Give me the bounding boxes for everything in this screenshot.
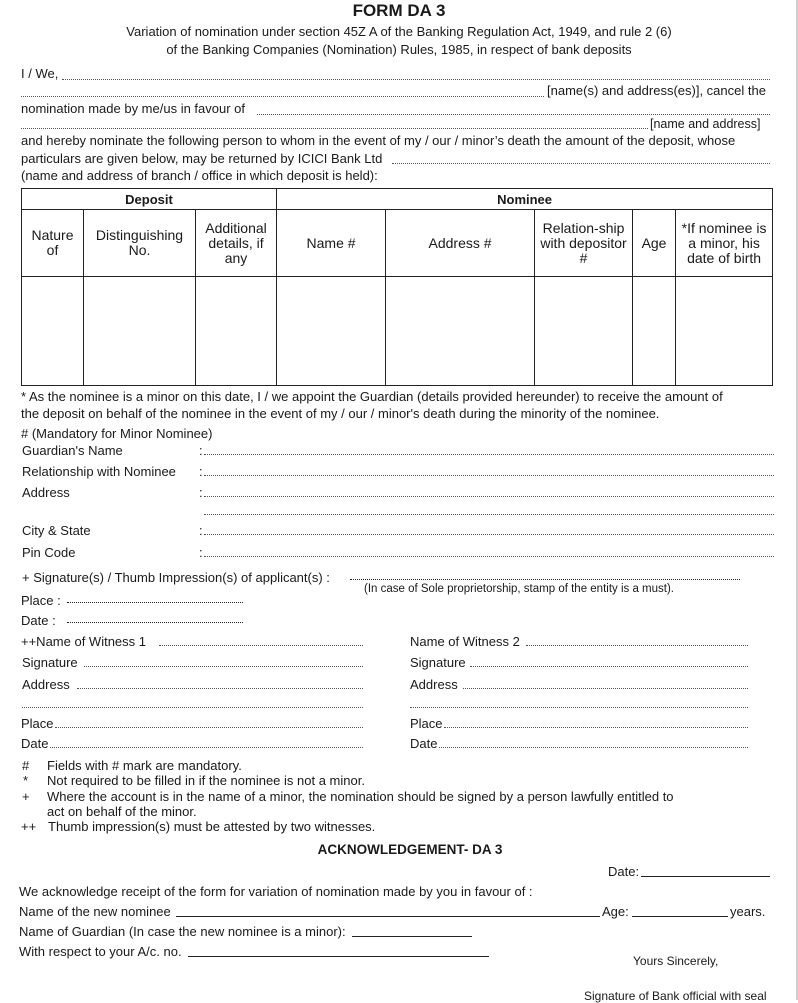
guardian-relationship-field[interactable] <box>204 475 774 476</box>
minor-note-line1: * As the nominee is a minor on this date, I / we appoint the Guardian (details provided hereunder) to receive the amount of <box>21 389 723 404</box>
witness1-place-field[interactable] <box>55 727 363 728</box>
footnote-mark: * <box>23 773 29 788</box>
new-nominee-label: Name of the new nominee <box>19 904 171 919</box>
guardian-pin-label: Pin Code <box>22 545 76 560</box>
footnote-text: Where the account is in the name of a minor, the nomination should be signed by a person lawfully entitled to <box>47 789 674 804</box>
ack-date-field[interactable] <box>641 876 770 877</box>
ack-receipt-line: We acknowledge receipt of the form for variation of nomination made by you in favour of : <box>19 884 533 899</box>
nomination-table <box>21 188 773 386</box>
yours-sincerely: Yours Sincerely, <box>633 954 719 968</box>
i-we-label: I / We, <box>21 66 59 81</box>
witness1-signature-label: Signature <box>22 655 78 670</box>
footnote-mark: ++ <box>21 819 37 834</box>
cell-distinguishing-no[interactable] <box>84 277 196 386</box>
guardian-address-label: Address <box>22 485 70 500</box>
applicant-signature-field[interactable] <box>350 579 740 580</box>
nominee-group-header: Nominee <box>277 189 773 210</box>
witness1-address-label: Address <box>22 677 70 692</box>
col-age: Age <box>633 210 676 277</box>
witness1-address-field-2[interactable] <box>22 707 363 708</box>
ack-guardian-label: Name of Guardian (In case the new nominee is a minor): <box>19 924 346 939</box>
footnote-text: Thumb impression(s) must be attested by two witnesses. <box>48 819 376 834</box>
mandatory-note: # (Mandatory for Minor Nominee) <box>21 426 213 441</box>
guardian-city-field[interactable] <box>204 534 774 535</box>
cell-additional-details[interactable] <box>196 277 277 386</box>
applicant-signature-label: + Signature(s) / Thumb Impression(s) of applicant(s) : <box>22 570 330 585</box>
new-nominee-field[interactable] <box>176 916 600 917</box>
witness2-date-label: Date <box>410 736 438 751</box>
witness2-place-label: Place <box>410 716 443 731</box>
cell-name[interactable] <box>277 277 386 386</box>
col-additional-details: Additional details, if any <box>196 210 277 277</box>
colon: : <box>199 443 203 458</box>
nomination-made-label: nomination made by me/us in favour of <box>21 101 246 116</box>
cell-nature[interactable] <box>22 277 84 386</box>
witness2-name-field[interactable] <box>526 645 748 646</box>
hereby-nominate-text: and hereby nominate the following person to whom in the event of my / our / minor’s death the amount of the deposit, whose <box>21 133 736 148</box>
footnote-mark: # <box>22 758 30 773</box>
col-address: Address # <box>386 210 535 277</box>
colon: : <box>199 485 203 500</box>
footnote-mark: + <box>22 789 30 804</box>
branch-field[interactable] <box>392 163 770 164</box>
applicant-address-field[interactable] <box>21 96 544 97</box>
guardian-name-field[interactable] <box>204 454 774 455</box>
place-field[interactable] <box>67 602 243 603</box>
ack-account-label: With respect to your A/c. no. <box>19 944 182 959</box>
date-label: Date : <box>21 613 56 628</box>
cell-address[interactable] <box>386 277 535 386</box>
name-address-label: [name and address] <box>650 117 761 131</box>
col-distinguishing-no: Distinguishing No. <box>84 210 196 277</box>
date-field[interactable] <box>67 622 243 623</box>
stamp-note: (In case of Sole proprietorship, stamp of the entity is a must). <box>364 583 675 595</box>
minor-note-line2: the deposit on behalf of the nominee in the event of my / our / minor's death during the minority of the nominee. <box>21 406 660 421</box>
witness2-address-field[interactable] <box>463 688 748 689</box>
place-label: Place : <box>21 593 61 608</box>
ack-date-label: Date: <box>608 864 640 879</box>
guardian-address-field-2[interactable] <box>204 514 774 515</box>
col-date-of-birth: *If nominee is a minor, his date of birth <box>676 210 773 277</box>
cell-date-of-birth[interactable] <box>676 277 773 386</box>
guardian-name-label: Guardian's Name <box>22 443 123 458</box>
names-addresses-label: [name(s) and address(es)], cancel the <box>547 83 766 98</box>
witness1-date-field[interactable] <box>50 747 363 748</box>
footnote-text: Not required to be filled in if the nominee is not a minor. <box>47 773 365 788</box>
witness2-signature-label: Signature <box>410 655 466 670</box>
branch-instruction: (name and address of branch / office in which deposit is held): <box>21 168 378 183</box>
bank-official-signature-label: Signature of Bank official with seal <box>584 989 767 1003</box>
form-title: FORM DA 3 <box>352 1 446 20</box>
witness1-address-field[interactable] <box>77 688 363 689</box>
witness2-place-field[interactable] <box>444 727 748 728</box>
guardian-pin-field[interactable] <box>204 556 774 557</box>
guardian-relationship-label: Relationship with Nominee <box>22 464 176 479</box>
witness1-date-label: Date <box>21 736 49 751</box>
witness2-date-field[interactable] <box>439 747 748 748</box>
particulars-text: particulars are given below, may be returned by ICICI Bank Ltd <box>21 151 383 166</box>
witness2-address-field-2[interactable] <box>410 707 748 708</box>
witness2-name-label: Name of Witness 2 <box>410 634 520 649</box>
guardian-address-field[interactable] <box>204 496 774 497</box>
cell-relationship[interactable] <box>535 277 633 386</box>
guardian-city-label: City & State <box>22 523 91 538</box>
ack-age-field[interactable] <box>632 916 728 917</box>
deposit-group-header: Deposit <box>22 189 277 210</box>
witness1-place-label: Place <box>21 716 54 731</box>
form-subtitle-line1: Variation of nomination under section 45Z A of the Banking Regulation Act, 1949, and rule 2 (6) <box>126 24 672 39</box>
ack-age-label: Age: <box>602 904 629 919</box>
ack-guardian-field[interactable] <box>352 936 472 937</box>
ack-years-label: years. <box>730 904 766 919</box>
footnote-text: Fields with # mark are mandatory. <box>47 758 242 773</box>
witness2-address-label: Address <box>410 677 458 692</box>
col-nature: Nature of <box>22 210 84 277</box>
ack-title: ACKNOWLEDGEMENT- DA 3 <box>317 842 503 857</box>
colon: : <box>199 545 203 560</box>
ack-account-field[interactable] <box>188 956 489 957</box>
witness2-signature-field[interactable] <box>470 666 748 667</box>
applicant-name-field[interactable] <box>62 79 770 80</box>
footnote-text: act on behalf of the minor. <box>47 804 197 819</box>
col-relationship: Relation-ship with depositor # <box>535 210 633 277</box>
col-name: Name # <box>277 210 386 277</box>
witness1-name-label: ++Name of Witness 1 <box>21 634 146 649</box>
witness1-signature-field[interactable] <box>84 666 363 667</box>
previous-nominee-address-field[interactable] <box>21 128 648 129</box>
form-subtitle-line2: of the Banking Companies (Nomination) Rules, 1985, in respect of bank deposits <box>166 42 632 57</box>
colon: : <box>199 464 203 479</box>
cell-age[interactable] <box>633 277 676 386</box>
colon: : <box>199 523 203 538</box>
witness1-name-field[interactable] <box>159 645 363 646</box>
previous-nominee-field[interactable] <box>257 114 770 115</box>
